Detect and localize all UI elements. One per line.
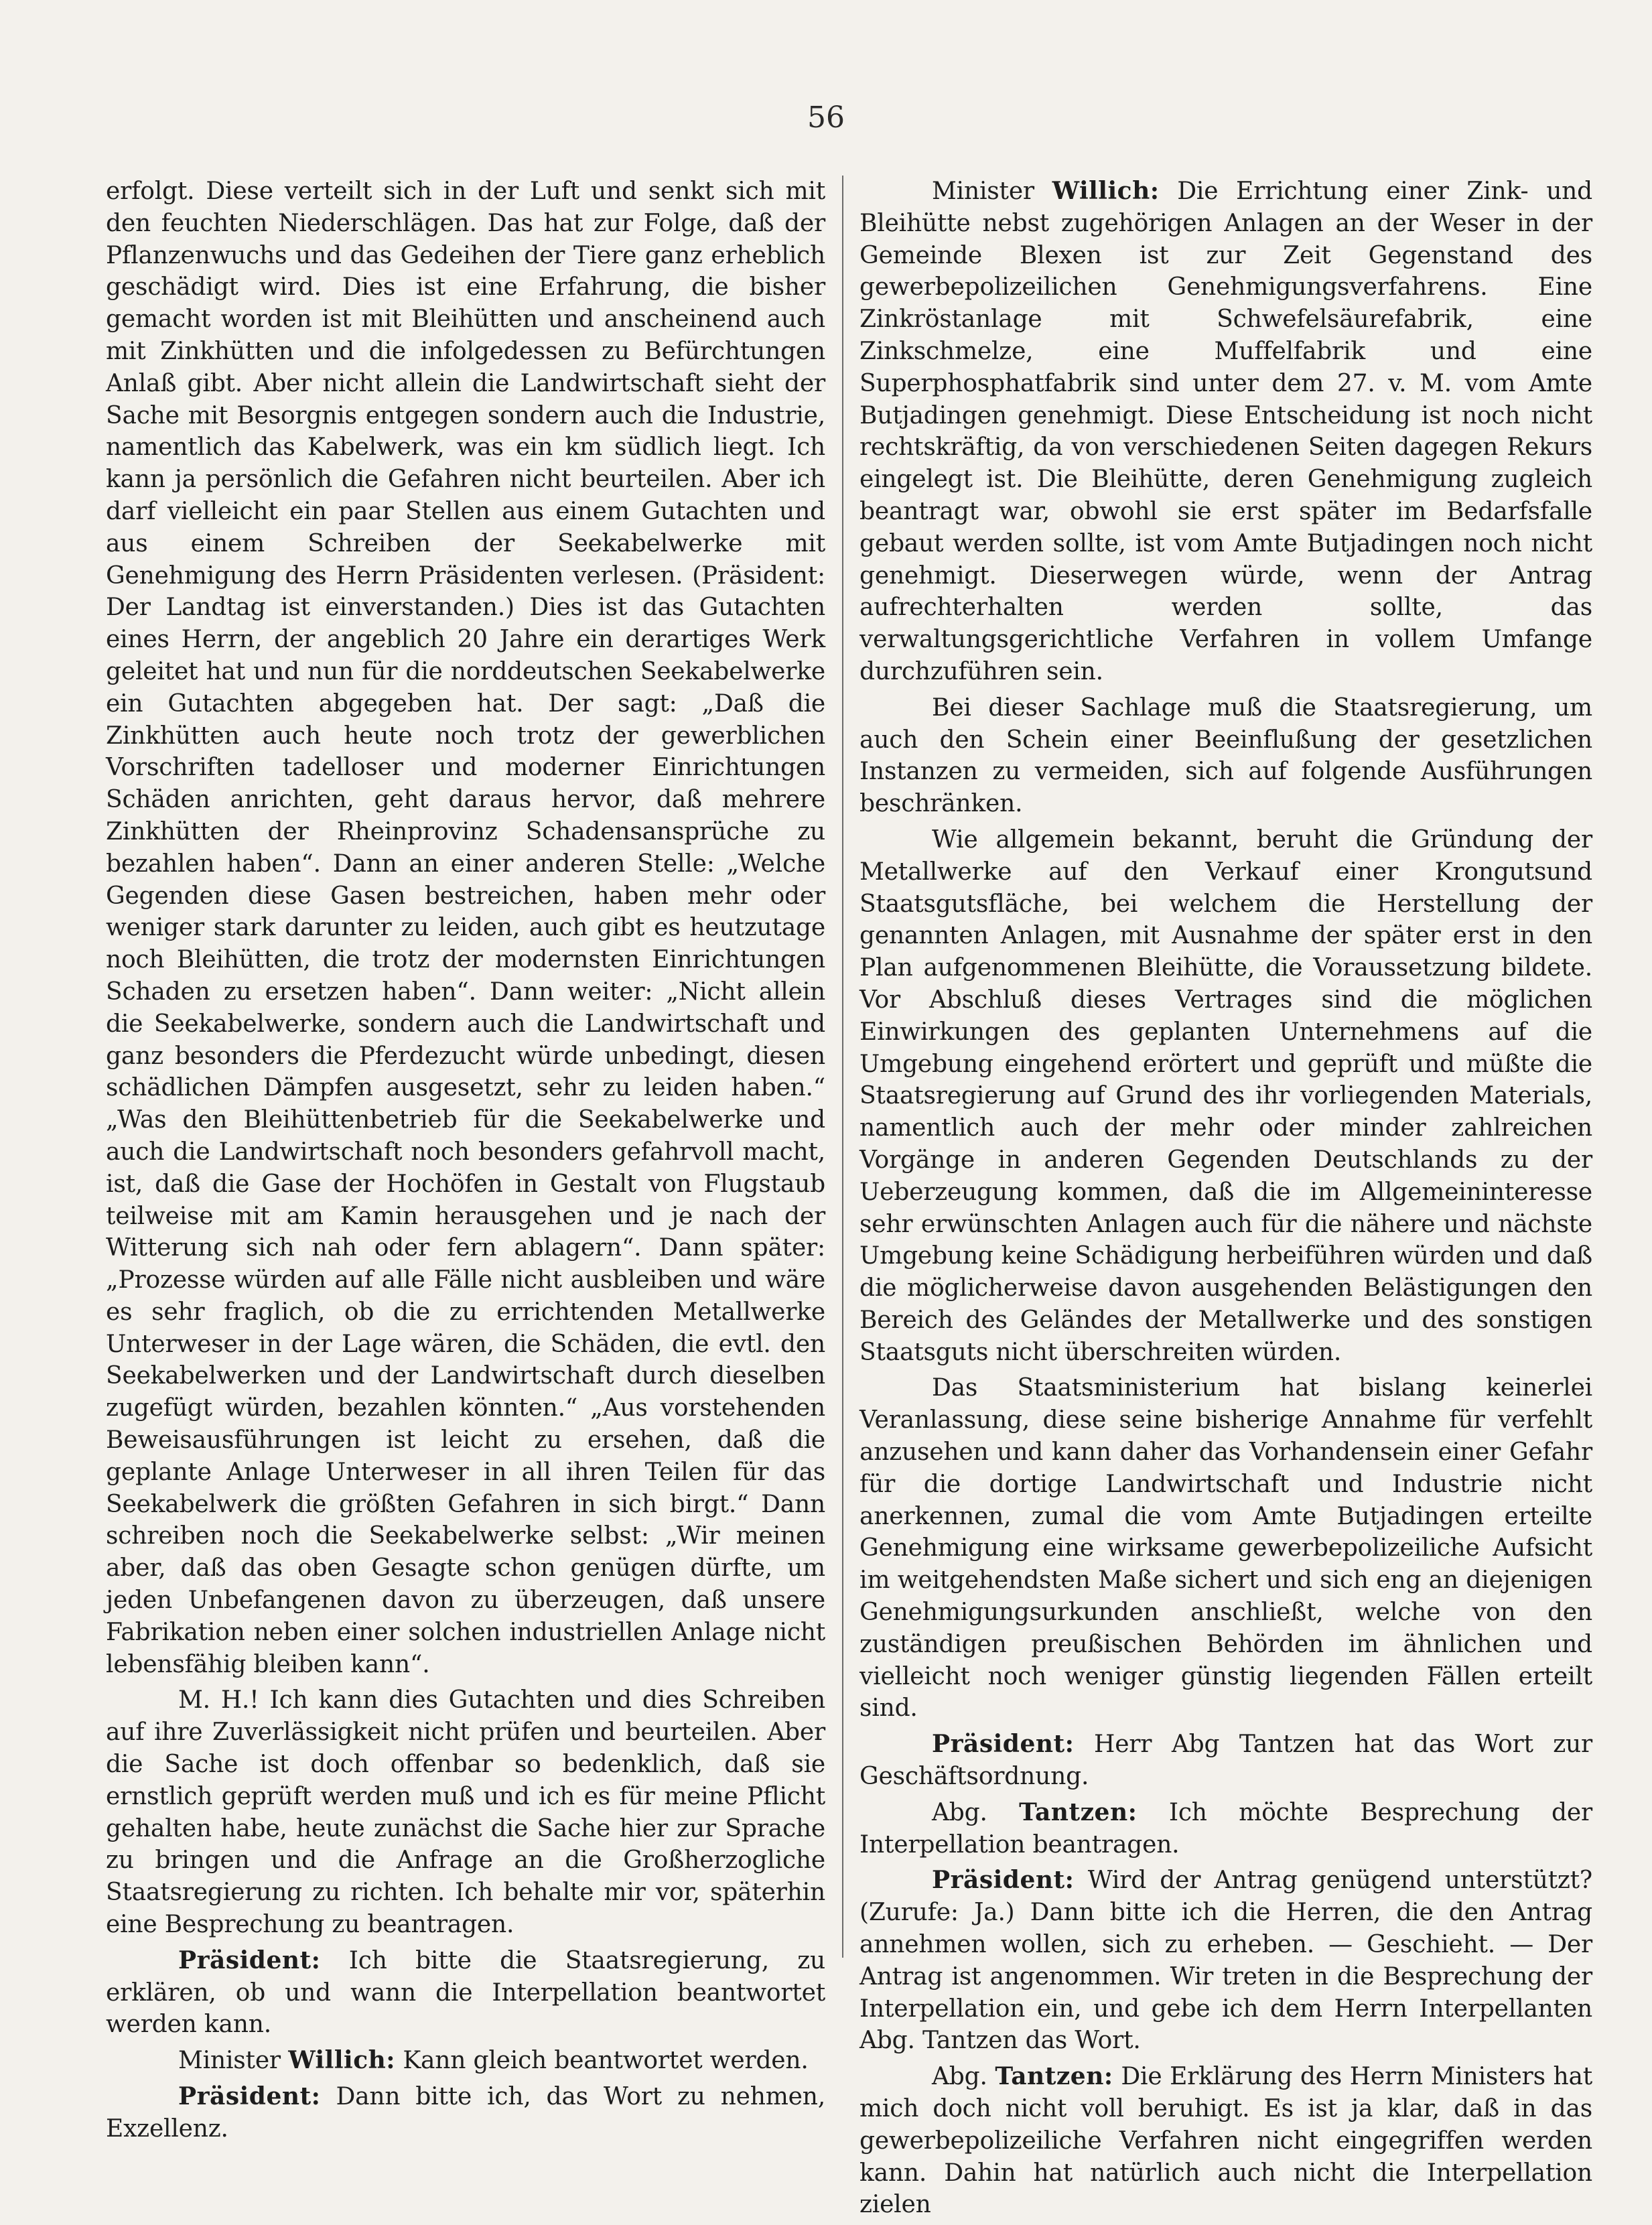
speaker-name: Tantzen:	[1019, 1798, 1138, 1826]
speaker-name: Präsident:	[932, 1730, 1075, 1759]
speech-paragraph: Präsident: Ich bitte die Staatsregierung, zu erklären, ob und wann die Interpellation beantwortet werden kann.	[106, 1946, 825, 2039]
speaker-title: Minister	[178, 2047, 281, 2075]
column-divider	[842, 176, 843, 1958]
right-column	[859, 176, 1592, 2225]
speech-paragraph: Minister Willich: Die Errichtung einer Zink- und Bleihütte nebst zugehörigen Anlagen an der Weser in der Gemeinde Blexen ist zur Zeit Gegenstand des gewerbepolizeilichen Genehmigungsverfahrens. Eine Zinkröstanlage mit Schwefelsäurefabrik, eine Zinkschmelze, eine Muffelfabrik und eine Superphosphatfabrik sind unter dem 27. v. M. vom Amte Butjadingen genehmigt. Diese Entscheidung ist noch nicht rechtskräftig, da von verschiedenen Seiten dagegen Rekurs eingelegt ist. Die Bleihütte, deren Genehmigung zugleich beantragt war, obwohl sie erst später im Bedarfsfalle gebaut werden sollte, ist vom Amte Butjadingen noch nicht genehmigt. Dieserwegen würde, wenn der Antrag aufrechterhalten werden sollte, das verwaltungsgerichtliche Verfahren in vollem Umfange durchzuführen sein.	[859, 177, 1593, 685]
paragraph: Wie allgemein bekannt, beruht die Gründung der Metallwerke auf den Verkauf einer Krongutsund Staatsgutsfläche, bei welchem die Herstellung der genannten Anlagen, mit Ausnahme der später erst in den Plan aufgenommenen Bleihütte, die Voraussetzung bildete. Vor Abschluß dieses Vertrages sind die möglichen Einwirkungen des geplanten Unternehmens auf die Umgebung eingehend erörtert und geprüft und müßte die Staatsregierung auf Grund des ihr vorliegenden Materials, namentlich auch der mehr oder minder zahlreichen Vorgänge in anderen Gegenden Deutschlands zu der Ueberzeugung kommen, daß die im Allgemeininteresse sehr erwünschten Anlagen auch für die nähere und nächste Umgebung keine Schädigung herbeiführen würden und daß die möglicherweise davon ausgehenden Belästigungen den Bereich des Geländes der Metallwerke und des sonstigen Staatsguts nicht überschreiten würden.	[859, 825, 1592, 1366]
paragraph: Bei dieser Sachlage muß die Staatsregierung, um auch den Schein einer Beeinflußung der gesetzlichen Instanzen zu vermeiden, sich auf folgende Ausführungen beschränken.	[859, 693, 1592, 818]
paragraph: Das Staatsministerium hat bislang keinerlei Veranlassung, diese seine bisherige Annahme für verfehlt anzusehen und kann daher das Vorhandensein einer Gefahr für die dortige Landwirtschaft und Industrie nicht anerkennen, zumal die vom Amte Butjadingen erteilte Genehmigung eine wirksame gewerbepolizeiliche Aufsicht im weitgehendsten Maße sichert und sich eng an diejenigen Genehmigungsurkunden anschließt, welche von den zuständigen preußischen Behörden im ähnlichen und vielleicht noch weniger günstig liegenden Fällen erteilt sind.	[859, 1374, 1592, 1723]
speech-paragraph: Abg. Tantzen: Die Erklärung des Herrn Ministers hat mich doch nicht voll beruhigt. Es ist ja klar, daß in das gewerbepolizeiliche Verfahren nicht eingegriffen werden kann. Dahin hat natürlich auch nicht die Interpellation zielen	[859, 2062, 1593, 2219]
speaker-name: Tantzen:	[995, 2062, 1113, 2091]
speaker-title: Abg.	[932, 2063, 987, 2091]
speech-paragraph: Präsident: Wird der Antrag genügend unterstützt? (Zurufe: Ja.) Dann bitte ich die Herren, die den Antrag annehmen wollen, sich zu erheben. — Geschieht. — Der Antrag ist angenommen. Wir treten in die Besprechung der Interpellation ein, und gebe ich dem Herrn Interpellanten Abg. Tantzen das Wort.	[859, 1866, 1592, 2055]
paragraph: erfolgt. Diese verteilt sich in der Luft und senkt sich mit den feuchten Niederschlägen. Das hat zur Folge, daß der Pflanzenwuchs und das Gedeihen der Tiere ganz erheblich geschädigt wird. Dies ist eine Erfahrung, die bisher gemacht worden ist mit Bleihütten und anscheinend auch mit Zinkhütten und die infolgedessen zu Befürchtungen Anlaß gibt. Aber nicht allein die Landwirtschaft sieht der Sache mit Besorgnis entgegen sondern auch die Industrie, namentlich das Kabelwerk, was ein km südlich liegt. Ich kann ja persönlich die Gefahren nicht beurteilen. Aber ich darf vielleicht ein paar Stellen aus einem Gutachten und aus einem Schreiben der Seekabelwerke mit Genehmigung des Herrn Präsidenten verlesen. (Präsident: Der Landtag ist einverstanden.) Dies ist das Gutachten eines Herrn, der angeblich 20 Jahre ein derartiges Werk geleitet hat und nun für die norddeutschen Seekabelwerke ein Gutachten abgegeben hat. Der sagt: „Daß die Zinkhütten auch heute noch trotz der gewerblichen Vorschriften tadelloser und moderner Einrichtungen Schäden anrichten, geht daraus hervor, daß mehrere Zinkhütten der Rheinprovinz Schadensansprüche zu bezahlen haben“. Dann an einer anderen Stelle: „Welche Gegenden diese Gasen bestreichen, haben mehr oder weniger stark darunter zu leiden, auch gibt es heutzutage noch Bleihütten, die trotz der modernsten Einrichtungen Schaden zu ersetzen haben“. Dann weiter: „Nicht allein die Seekabelwerke, sondern auch die Landwirtschaft und ganz besonders die Pferdezucht würde unbedingt, diesen schädlichen Dämpfen ausgesetzt, sehr zu leiden haben.“ „Was den Bleihüttenbetrieb für die Seekabelwerke und auch die Landwirtschaft noch besonders gefahrvoll macht, ist, daß die Gase der Hochöfen in Gestalt von Flugstaub teilweise mit am Kamin herausgehen und je nach der Witterung sich nah oder fern ablagern“. Dann später: „Prozesse würden auf alle Fälle nicht ausbleiben und wäre es sehr fraglich, ob die zu errichtenden Metallwerke Unterweser in der Lage wären, die Schäden, die evtl. den Seekabelwerken und der Landwirtschaft durch dieselben zugefügt würden, bezahlen könnten.“ „Aus vorstehenden Beweisausführungen ist leicht zu ersehen, daß die geplante Anlage Unterweser in all ihren Teilen für das Seekabelwerk die größten Gefahren in sich birgt.“ Dann schreiben noch die Seekabelwerke selbst: „Wir meinen aber, daß das oben Gesagte schon genügen dürfte, um jeden Unbefangenen davon zu überzeugen, daß unsere Fabrikation neben einer solchen industriellen Anlage nicht lebensfähig bleiben kann“.	[106, 178, 825, 1678]
left-column	[106, 176, 825, 2149]
speaker-name: Willich:	[288, 2046, 396, 2075]
speech-paragraph: Minister Willich: Kann gleich beantwortet werden.	[178, 2046, 809, 2075]
speaker-title: Minister	[932, 178, 1034, 205]
paragraph: M. H.! Ich kann dies Gutachten und dies Schreiben auf ihre Zuverlässigkeit nicht prüfen und beurteilen. Aber die Sache ist doch offenbar so bedenklich, daß sie ernstlich geprüft werden muß und ich es für meine Pflicht gehalten habe, heute zunächst die Sache hier zur Sprache zu bringen und die Anfrage an die Großherzogliche Staatsregierung zu richten. Ich behalte mir vor, späterhin eine Besprechung zu beantragen.	[106, 1686, 825, 1939]
speaker-name: Präsident:	[932, 1866, 1075, 1895]
speaker-name: Präsident:	[178, 2082, 321, 2111]
page-number: 56	[807, 100, 845, 135]
speaker-title: Abg.	[932, 1798, 987, 1826]
speech-paragraph: Abg. Tantzen: Ich möchte Besprechung der Interpellation beantragen.	[859, 1798, 1592, 1859]
speech-paragraph: Präsident: Herr Abg Tantzen hat das Wort zur Geschäftsordnung.	[859, 1730, 1593, 1791]
speaker-name: Präsident:	[178, 1946, 321, 1974]
speech-paragraph: Präsident: Dann bitte ich, das Wort zu nehmen, Exzellenz.	[106, 2082, 826, 2143]
speaker-name: Willich:	[1052, 177, 1160, 205]
